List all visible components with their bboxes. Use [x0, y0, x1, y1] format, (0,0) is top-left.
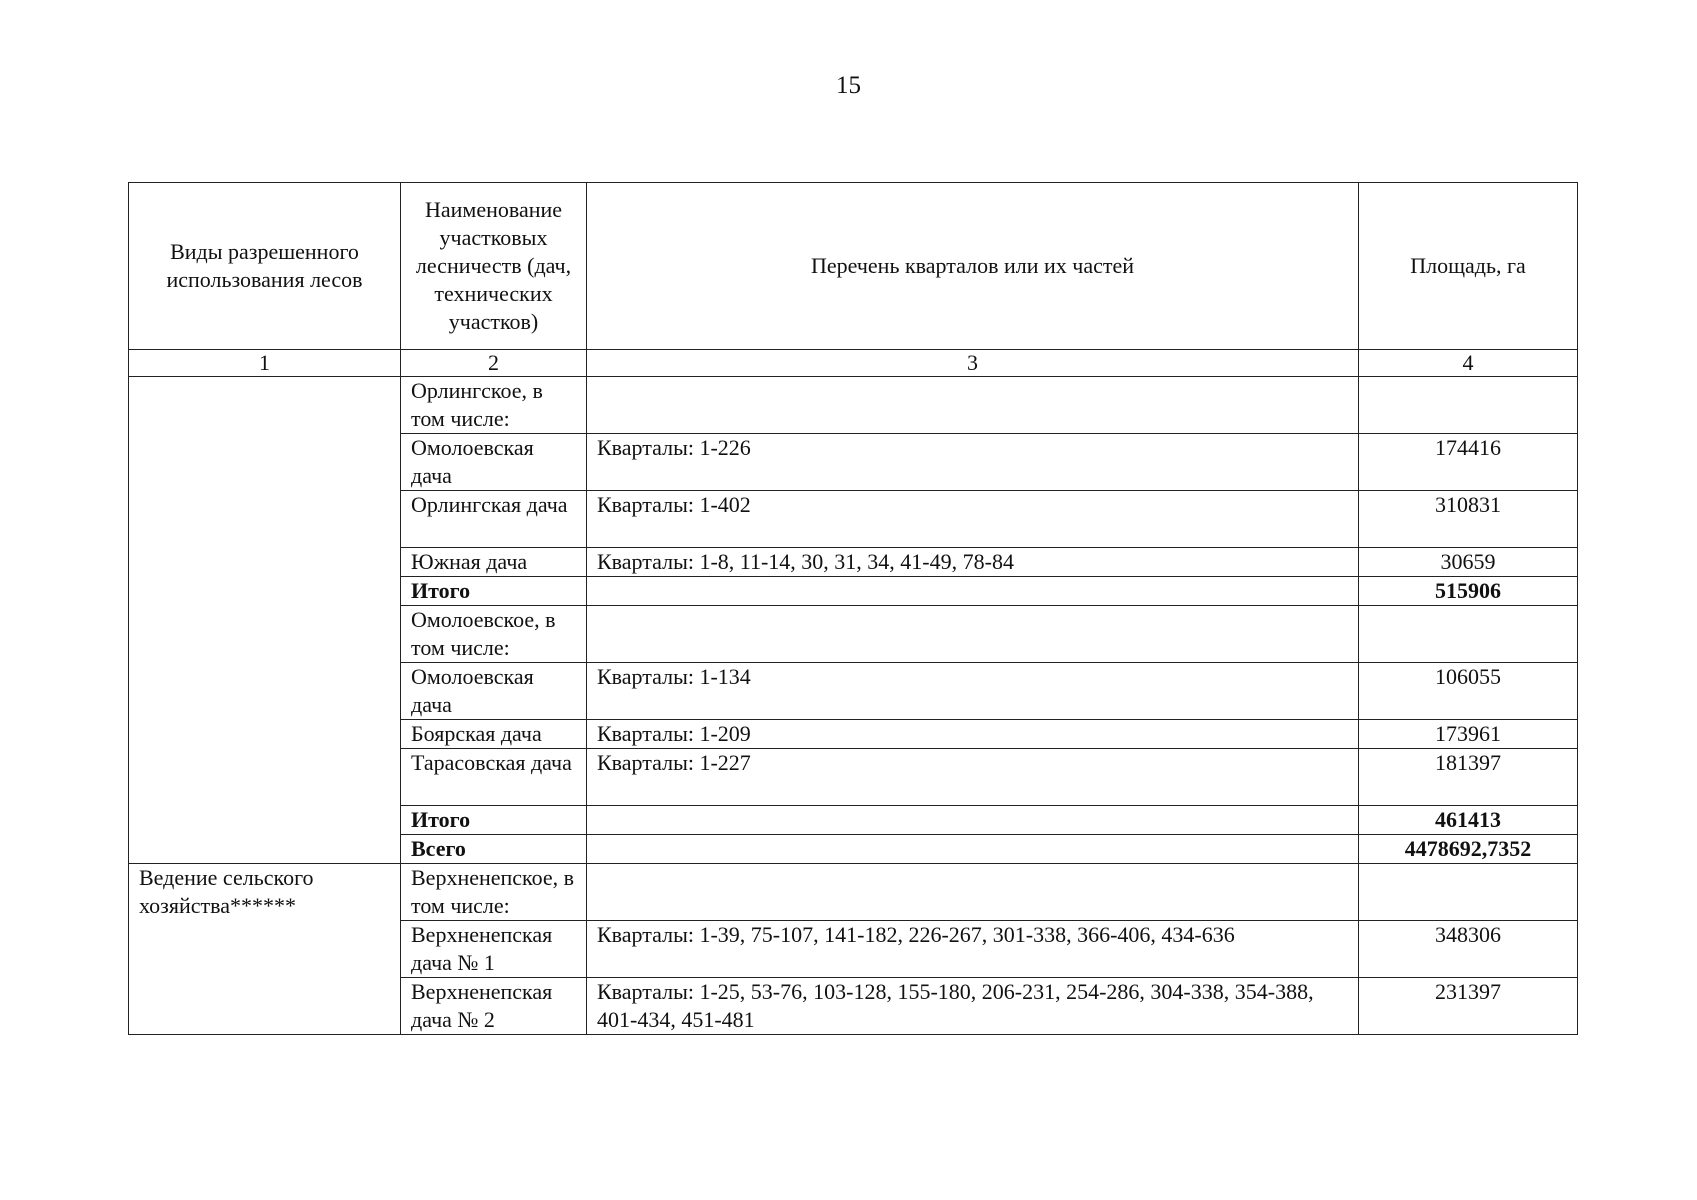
area-cell: 173961 [1359, 720, 1578, 749]
forestry-name-cell: Итого [401, 577, 587, 606]
area-cell: 106055 [1359, 663, 1578, 720]
forest-use-table [128, 182, 1578, 1035]
forestry-name-cell: Верхненепское, в том числе: [401, 864, 587, 921]
quarters-cell: Кварталы: 1-134 [587, 663, 1359, 720]
forestry-name-cell: Южная дача [401, 548, 587, 577]
quarters-cell: Кварталы: 1-209 [587, 720, 1359, 749]
page-number: 15 [836, 72, 861, 99]
quarters-cell: Кварталы: 1-402 [587, 491, 1359, 548]
column-number-row [129, 350, 1578, 377]
forestry-name-cell: Орлингская дача [401, 491, 587, 548]
area-cell: 4478692,7352 [1359, 835, 1578, 864]
quarters-cell [587, 377, 1359, 434]
quarters-cell: Кварталы: 1-8, 11-14, 30, 31, 34, 41-49, 78-84 [587, 548, 1359, 577]
forestry-name-cell: Омолоевская дача [401, 434, 587, 491]
area-cell: 231397 [1359, 978, 1578, 1035]
quarters-cell: Кварталы: 1-227 [587, 749, 1359, 806]
forestry-name-cell: Верхненепская дача № 2 [401, 978, 587, 1035]
forestry-name-cell: Итого [401, 806, 587, 835]
column-number: 1 [129, 350, 401, 377]
forestry-name-cell: Орлингское, в том числе: [401, 377, 587, 434]
header-area: Площадь, га [1359, 183, 1578, 350]
forestry-name-cell: Верхненепская дача № 1 [401, 921, 587, 978]
area-cell: 348306 [1359, 921, 1578, 978]
quarters-cell: Кварталы: 1-25, 53-76, 103-128, 155-180, 206-231, 254-286, 304-338, 354-388, 401-434, 451-481 [587, 978, 1359, 1035]
area-cell [1359, 606, 1578, 663]
forestry-name-cell: Омолоевская дача [401, 663, 587, 720]
quarters-cell: Кварталы: 1-226 [587, 434, 1359, 491]
quarters-cell: Кварталы: 1-39, 75-107, 141-182, 226-267, 301-338, 366-406, 434-636 [587, 921, 1359, 978]
header-quarters-list: Перечень кварталов или их частей [587, 183, 1359, 350]
area-cell [1359, 377, 1578, 434]
quarters-cell [587, 864, 1359, 921]
area-cell: 310831 [1359, 491, 1578, 548]
area-cell: 174416 [1359, 434, 1578, 491]
quarters-cell [587, 806, 1359, 835]
quarters-cell [587, 577, 1359, 606]
table-header-row [129, 183, 1578, 350]
table-row [129, 864, 1578, 921]
area-cell: 30659 [1359, 548, 1578, 577]
forestry-name-cell: Омолоевское, в том числе: [401, 606, 587, 663]
forestry-name-cell: Боярская дача [401, 720, 587, 749]
column-number: 3 [587, 350, 1359, 377]
use-kind-cell: Ведение сельского хозяйства****** [129, 864, 401, 1035]
area-cell: 461413 [1359, 806, 1578, 835]
forestry-name-cell: Всего [401, 835, 587, 864]
column-number: 2 [401, 350, 587, 377]
header-use-kind: Виды разрешенного использования лесов [129, 183, 401, 350]
forestry-name-cell: Тарасовская дача [401, 749, 587, 806]
table-row [129, 377, 1578, 434]
area-cell: 515906 [1359, 577, 1578, 606]
area-cell: 181397 [1359, 749, 1578, 806]
header-forestry-name: Наименование участковых лесничеств (дач, технических участков) [401, 183, 587, 350]
area-cell [1359, 864, 1578, 921]
use-kind-cell [129, 377, 401, 864]
quarters-cell [587, 606, 1359, 663]
quarters-cell [587, 835, 1359, 864]
column-number: 4 [1359, 350, 1578, 377]
